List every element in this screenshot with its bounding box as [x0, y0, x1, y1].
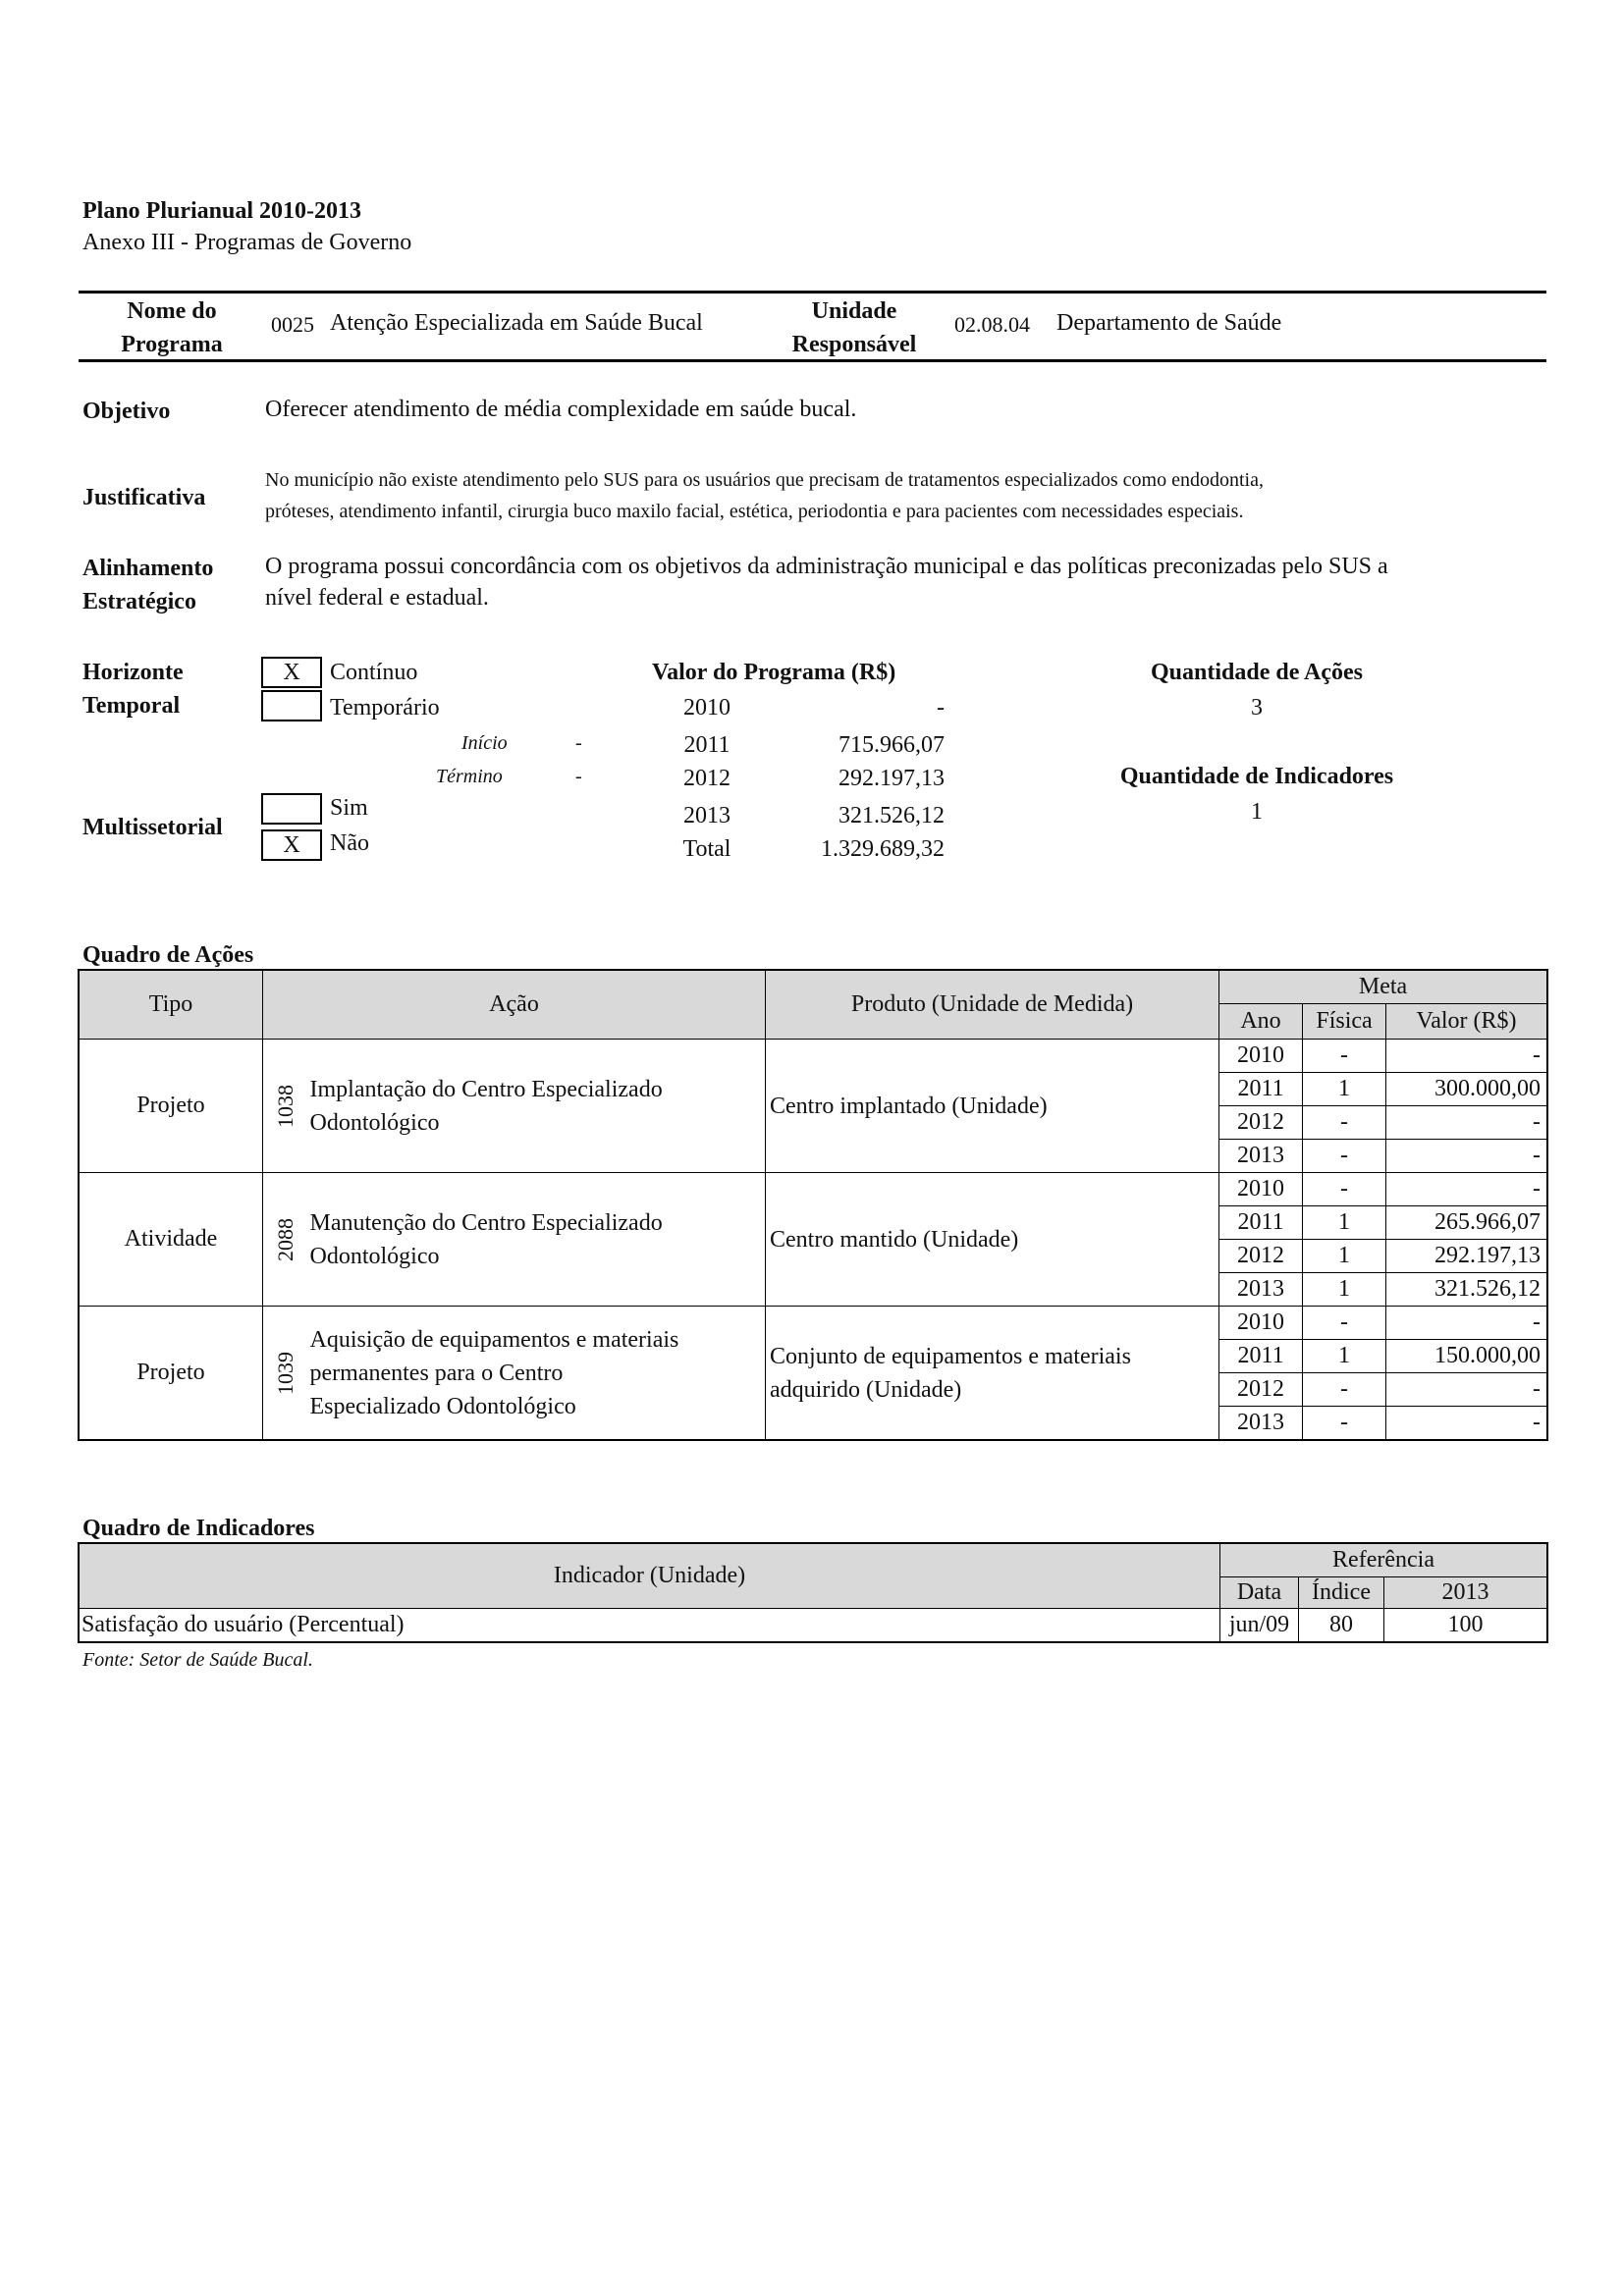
- objetivo-text: Oferecer atendimento de média complexidade em saúde bucal.: [265, 397, 857, 422]
- program-name: Atenção Especializada em Saúde Bucal: [330, 310, 703, 336]
- acao-produto-line: Conjunto de equipamentos e materiais: [770, 1343, 1131, 1369]
- meta-ano: 2011: [1219, 1206, 1303, 1240]
- meta-valor: -: [1386, 1173, 1547, 1206]
- quantidade-indicadores-value: 1: [1251, 799, 1263, 825]
- indicador-row: [80, 1609, 1547, 1642]
- doc-title: Plano Plurianual 2010-2013: [82, 198, 362, 224]
- alinhamento-label-1: Alinhamento: [82, 556, 214, 581]
- quadro-indicadores-table: [79, 1543, 1547, 1642]
- meta-valor: -: [1386, 1106, 1547, 1140]
- nao-label: Não: [330, 830, 369, 856]
- meta-ano: 2010: [1219, 1040, 1303, 1073]
- meta-ano: 2012: [1219, 1106, 1303, 1140]
- meta-ano: 2011: [1219, 1073, 1303, 1106]
- acao-description-line: Manutenção do Centro Especializado: [309, 1209, 663, 1236]
- valor-year: 2013: [683, 803, 730, 828]
- meta-ano: 2013: [1219, 1273, 1303, 1307]
- justificativa-line-1: No município não existe atendimento pelo SUS para os usuários que precisam de tratamentos especializados como endodontia,: [265, 469, 1264, 491]
- header-indice: Índice: [1299, 1577, 1384, 1609]
- unit-name: Departamento de Saúde: [1056, 310, 1282, 336]
- horizonte-label-1: Horizonte: [82, 660, 184, 685]
- valor-amount: 715.966,07: [839, 732, 945, 758]
- acao-description-line: Odontológico: [309, 1243, 440, 1269]
- program-code: 0025: [271, 312, 314, 337]
- quadro-indicadores-title: Quadro de Indicadores: [82, 1516, 315, 1541]
- alinhamento-line-2: nível federal e estadual.: [265, 585, 489, 611]
- meta-valor: -: [1386, 1407, 1547, 1440]
- temporario-label: Temporário: [330, 695, 440, 721]
- acao-meta-row: [80, 1173, 1547, 1206]
- continuo-label: Contínuo: [330, 660, 418, 685]
- acao-description-line: Especializado Odontológico: [309, 1393, 576, 1419]
- meta-fisica: 1: [1303, 1273, 1386, 1307]
- doc-subtitle: Anexo III - Programas de Governo: [82, 230, 412, 255]
- quantidade-acoes-label: Quantidade de Ações: [1150, 660, 1364, 685]
- header-data: Data: [1220, 1577, 1299, 1609]
- quadro-acoes-title: Quadro de Ações: [82, 942, 254, 968]
- quantidade-indicadores-label: Quantidade de Indicadores: [1119, 764, 1394, 789]
- meta-valor: 300.000,00: [1386, 1073, 1547, 1106]
- temporario-checkbox: [261, 690, 322, 721]
- valor-year: Total: [682, 836, 731, 862]
- meta-fisica: 1: [1303, 1240, 1386, 1273]
- valor-year: 2010: [683, 695, 730, 721]
- header-indicador: Indicador (Unidade): [80, 1544, 1220, 1609]
- acao-produto: [766, 1173, 1219, 1307]
- alinhamento-label-2: Estratégico: [82, 589, 196, 614]
- indicador-data: jun/09: [1220, 1609, 1299, 1642]
- meta-fisica: -: [1303, 1040, 1386, 1073]
- meta-valor: -: [1386, 1373, 1547, 1407]
- acao-description: [308, 1307, 766, 1440]
- meta-fisica: -: [1303, 1140, 1386, 1173]
- sim-checkbox: [261, 793, 322, 825]
- meta-ano: 2013: [1219, 1140, 1303, 1173]
- valor-amount: 1.329.689,32: [821, 836, 945, 862]
- unit-code: 02.08.04: [954, 312, 1030, 337]
- meta-fisica: 1: [1303, 1206, 1386, 1240]
- acao-tipo: Projeto: [80, 1307, 263, 1440]
- meta-ano: 2010: [1219, 1173, 1303, 1206]
- meta-valor: 292.197,13: [1386, 1240, 1547, 1273]
- header-referencia: Referência: [1220, 1544, 1547, 1577]
- unit-label: Unidade Responsável: [791, 298, 917, 357]
- quadro-acoes-table: [79, 970, 1547, 1440]
- termino-value: -: [575, 766, 582, 787]
- header-produto: Produto (Unidade de Medida): [766, 971, 1219, 1040]
- inicio-value: -: [575, 732, 582, 754]
- alinhamento-line-1: O programa possui concordância com os objetivos da administração municipal e das políticas preconizadas pelo SUS a: [265, 554, 1388, 579]
- meta-fisica: -: [1303, 1307, 1386, 1340]
- acao-description-line: permanentes para o Centro: [309, 1360, 564, 1386]
- acao-description: [308, 1040, 766, 1173]
- indicador-indicador: Satisfação do usuário (Percentual): [80, 1609, 1220, 1642]
- acao-tipo: Atividade: [80, 1173, 263, 1307]
- quantidade-acoes-value: 3: [1251, 695, 1263, 721]
- meta-ano: 2012: [1219, 1373, 1303, 1407]
- acao-description-line: Aquisição de equipamentos e materiais: [309, 1326, 679, 1353]
- meta-ano: 2012: [1219, 1240, 1303, 1273]
- acao-produto: [766, 1307, 1219, 1440]
- meta-fisica: -: [1303, 1407, 1386, 1440]
- header-fisica: Física: [1303, 1004, 1386, 1040]
- program-name-label: Nome do Programa: [121, 298, 223, 357]
- meta-valor: -: [1386, 1040, 1547, 1073]
- meta-ano: 2011: [1219, 1340, 1303, 1373]
- termino-label: Término: [436, 766, 503, 787]
- nao-checkbox: X: [261, 829, 322, 861]
- header-acao: Ação: [263, 971, 766, 1040]
- acao-code: 1038: [272, 1084, 298, 1128]
- valor-amount: 292.197,13: [839, 766, 945, 791]
- acao-description-line: Implantação do Centro Especializado: [309, 1076, 663, 1102]
- meta-fisica: 1: [1303, 1073, 1386, 1106]
- meta-fisica: 1: [1303, 1340, 1386, 1373]
- meta-valor: -: [1386, 1307, 1547, 1340]
- indicador-ano: 100: [1384, 1609, 1547, 1642]
- header-valor: Valor (R$): [1386, 1004, 1547, 1040]
- meta-ano: 2010: [1219, 1307, 1303, 1340]
- meta-valor: -: [1386, 1140, 1547, 1173]
- meta-valor: 150.000,00: [1386, 1340, 1547, 1373]
- meta-fisica: -: [1303, 1173, 1386, 1206]
- valor-year: 2012: [683, 766, 730, 791]
- valor-amount: 321.526,12: [839, 803, 945, 828]
- acao-produto: [766, 1040, 1219, 1173]
- fonte-note: Fonte: Setor de Saúde Bucal.: [82, 1649, 313, 1671]
- acao-tipo: Projeto: [80, 1040, 263, 1173]
- acao-produto-line: adquirido (Unidade): [770, 1376, 962, 1403]
- acao-meta-row: [80, 1040, 1547, 1073]
- acao-produto-line: Centro mantido (Unidade): [770, 1226, 1019, 1253]
- multissetorial-label: Multissetorial: [82, 815, 223, 840]
- objetivo-label: Objetivo: [82, 399, 171, 424]
- meta-valor: 321.526,12: [1386, 1273, 1547, 1307]
- acao-produto-line: Centro implantado (Unidade): [770, 1093, 1048, 1119]
- acao-code: 2088: [272, 1217, 298, 1261]
- horizonte-label-2: Temporal: [82, 693, 181, 719]
- valor-year: 2011: [683, 732, 730, 758]
- meta-ano: 2013: [1219, 1407, 1303, 1440]
- acao-code: 1039: [272, 1351, 298, 1395]
- valor-programa-header: Valor do Programa (R$): [652, 660, 896, 685]
- meta-valor: 265.966,07: [1386, 1206, 1547, 1240]
- inicio-label: Início: [461, 732, 508, 754]
- header-ano-2013: 2013: [1384, 1577, 1547, 1609]
- meta-fisica: -: [1303, 1106, 1386, 1140]
- indicador-indice: 80: [1299, 1609, 1384, 1642]
- meta-fisica: -: [1303, 1373, 1386, 1407]
- acao-description: [308, 1173, 766, 1307]
- valor-amount: -: [937, 695, 945, 721]
- sim-label: Sim: [330, 795, 368, 821]
- header-meta: Meta: [1219, 971, 1547, 1004]
- acao-meta-row: [80, 1307, 1547, 1340]
- continuo-checkbox: X: [261, 657, 322, 688]
- program-top-rule: [79, 291, 1546, 294]
- justificativa-line-2: próteses, atendimento infantil, cirurgia buco maxilo facial, estética, periodontia e para pacientes com necessidades especiais.: [265, 501, 1244, 522]
- header-ano: Ano: [1219, 1004, 1303, 1040]
- justificativa-label: Justificativa: [82, 485, 206, 510]
- header-tipo: Tipo: [80, 971, 263, 1040]
- acao-description-line: Odontológico: [309, 1109, 440, 1136]
